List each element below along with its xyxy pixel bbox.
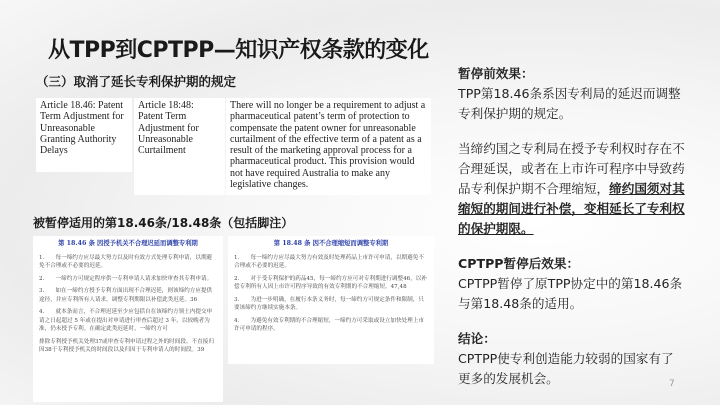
paragraph: 4. 为避免有效专利期的不合理缩短，一缔约方可采取或设立加快处理上市许可申请的程序。: [234, 317, 424, 332]
conclusion-text: CPTPP使专利创造能力较弱的国家有了更多的发展机会。: [458, 351, 674, 386]
paragraph: 排除专利授予机关处理37或审查专利申请过程之外的时间段、不直接归因38于专利授予机关的时间段以及归因于专利申请人的时间段。39: [39, 338, 214, 353]
article-18-48-panel: [228, 236, 434, 364]
explain-paragraph: [458, 139, 686, 239]
slide-title: 从TPP到CPTPP—知识产权条款的变化: [48, 38, 429, 63]
before-text: TPP第18.46条系因专利局的延迟而调整专利保护期的规定。: [458, 86, 681, 121]
table-cell-explanation: There will no longer be a requirement to adjust a pharmaceutical patent’s term of protection to compensate the patent owner for unreasonable curtailment of the effective term of a patent as a result of the marketing approval process for a pharmaceutical product. This provision would not have required Australia to make any legislative changes.: [226, 98, 431, 195]
page-number: 7: [669, 379, 675, 389]
article-18-46-panel: [33, 236, 223, 402]
paragraph: 1. 每一缔约方应尽最大努力有效及时处理药品上市许可申请，以期避免不合理或不必要的迟延。: [234, 254, 424, 269]
table-cell-article-18-48: Article 18:48: Patent Term Adjustment for Unreasonable Curtailment: [134, 98, 225, 195]
conclusion-heading: 结论：: [458, 331, 496, 346]
explain-emphasis: 缔约国须对其缩短的期间进行补偿，变相延长了专利权的保护期限。: [458, 181, 685, 236]
paragraph: 2. 对于受专利保护的药品45，每一缔约方应可对专利期进行调整46，以补偿专利所有人因上市许可程序导致的有效专利期的不合理缩短。47,48: [234, 275, 427, 290]
paragraph: 1. 每一缔约方应尽最大努力以及时有效方式处理专利申请，以期避免不合理或不必要的迟延。: [39, 254, 213, 269]
explain-text: 当缔约国之专利局在授予专利权时存在不合理延误，或者在上市许可程序中导致药品专利保护期不合理缩短，: [458, 141, 685, 196]
before-heading: 暂停前效果：: [458, 66, 534, 81]
panel-heading: 第 18.46 条 因授予机关不合理迟延而调整专利期: [58, 240, 198, 247]
analysis-text: [458, 64, 686, 389]
paragraph: 4. 就本条而言，不合理迟延至少应包括自在该缔约方领土内提交申请之日起超过 5 年或在提出对申请进行审查后超过 3 年，以较晚者为准，仍未授予专利。在确定此类迟延时，一缔约方可: [39, 309, 213, 332]
after-text: CPTPP暂停了原TPP协定中的第18.46条与第18.48条的适用。: [458, 276, 683, 311]
after-heading: CPTPP暂停后效果：: [458, 256, 580, 271]
section-subtitle: （三）取消了延长专利保护期的规定: [36, 74, 237, 89]
suspended-articles-label: 被暂停适用的第18.46条/18.48条（包括脚注）: [33, 216, 294, 230]
paragraph: 3. 如在一缔约方授予专利方面出现不合理迟延，则该缔约方应提供途径，并应专利所有人请求，调整专利期限以补偿此类迟延。36: [39, 288, 213, 303]
paragraph: 2. 一缔约方可规定程序供一专利申请人请求加快审查其专利申请。: [39, 275, 213, 282]
panel-heading: 第 18.48 条 因不合理缩短而调整专利期: [273, 240, 389, 247]
paragraph: 3. 为进一步明确，在履行本条义务时，每一缔约方可规定条件和限制，只要该缔约方继续实施本条。: [234, 296, 424, 311]
table-cell-article-18-46: Article 18.46: Patent Term Adjustment for Unreasonable Granting Authority Delays: [36, 98, 132, 172]
